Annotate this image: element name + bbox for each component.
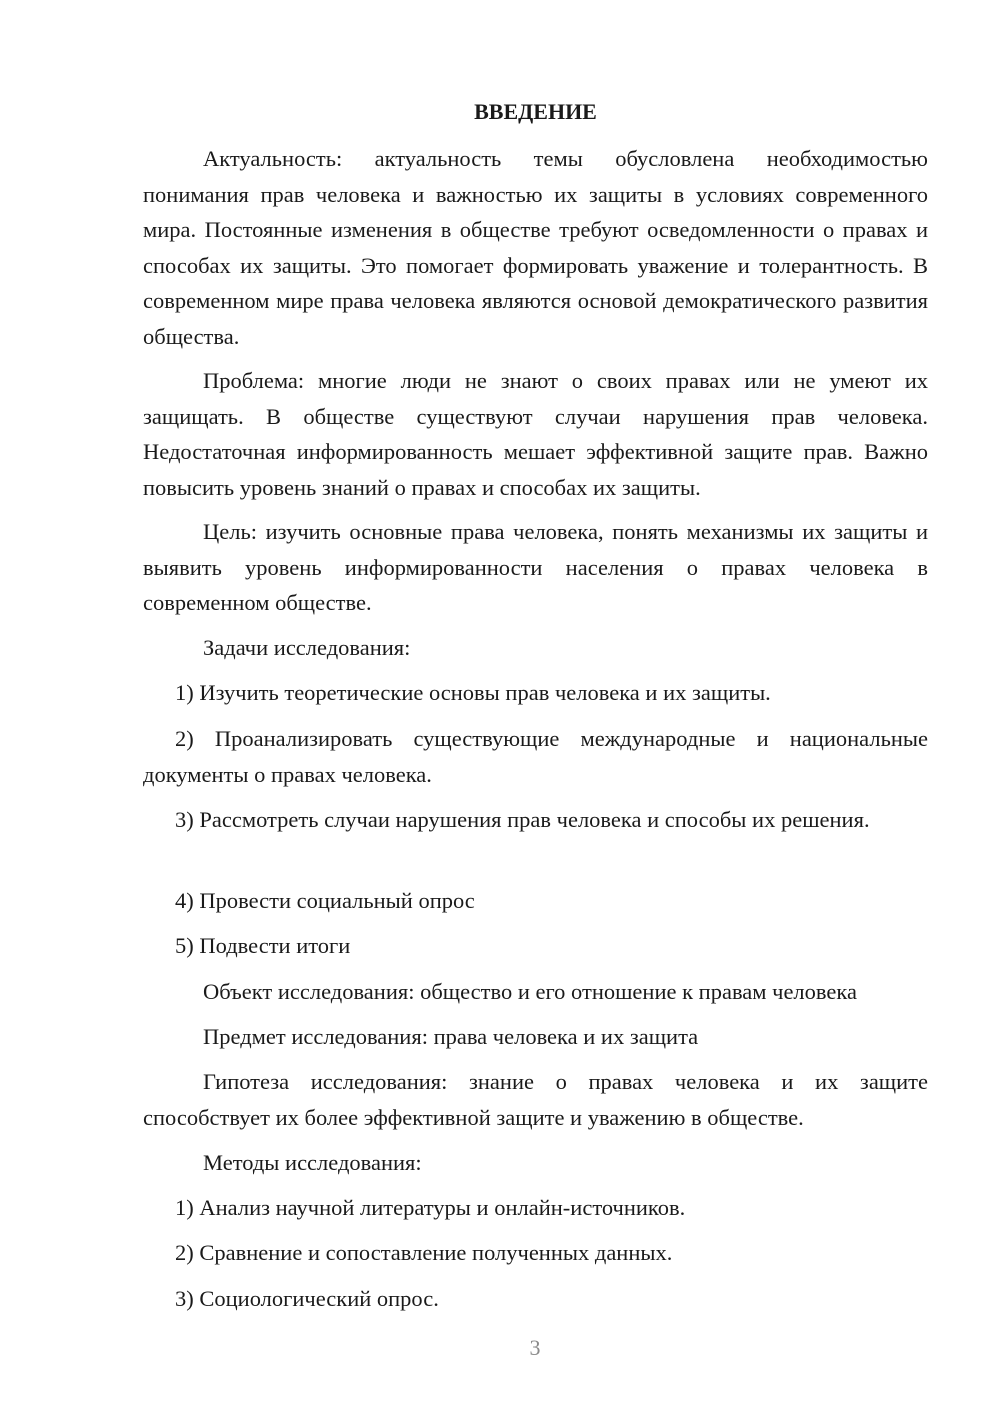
research-hypothesis: Гипотеза исследования: знание о правах человека и их защите способствует их более эффективной защите и уважению в обществе. bbox=[143, 1069, 928, 1130]
method-item-2: 2) Сравнение и сопоставление полученных данных. bbox=[175, 1240, 673, 1265]
task-item-1: 1) Изучить теоретические основы прав человека и их защиты. bbox=[175, 680, 771, 705]
relevance-paragraph: Актуальность: актуальность темы обусловлена необходимостью понимания прав человека и важностью их защиты в условиях современного мира. Постоянные изменения в обществе требуют осведомленности о правах и способах их защиты. Это помогает формировать уважение и толерантность. В современном мире права человека являются основой демократического развития общества. bbox=[143, 146, 928, 349]
methods-heading: Методы исследования: bbox=[203, 1150, 422, 1175]
problem-paragraph: Проблема: многие люди не знают о своих правах или не умеют их защищать. В обществе существуют случаи нарушения прав человека. Недостаточная информированность мешает эффективной защите прав. Важно повысить уровень знаний о правах и способах их защиты. bbox=[143, 368, 928, 500]
task-item-3: 3) Рассмотреть случаи нарушения прав человека и способы их решения. bbox=[175, 807, 870, 832]
page-heading: ВВЕДЕНИЕ bbox=[474, 99, 597, 124]
task-item-2: 2) Проанализировать существующие международные и национальные документы о правах человека. bbox=[143, 726, 928, 787]
tasks-heading: Задачи исследования: bbox=[203, 635, 411, 660]
research-subject: Предмет исследования: права человека и их защита bbox=[203, 1024, 699, 1049]
method-item-1: 1) Анализ научной литературы и онлайн-источников. bbox=[175, 1195, 686, 1220]
page-number: 3 bbox=[529, 1335, 541, 1360]
method-item-3: 3) Социологический опрос. bbox=[175, 1286, 439, 1311]
task-item-4: 4) Провести социальный опрос bbox=[175, 888, 475, 913]
research-object: Объект исследования: общество и его отношение к правам человека bbox=[203, 979, 857, 1004]
goal-paragraph: Цель: изучить основные права человека, понять механизмы их защиты и выявить уровень информированности населения о правах человека в современном обществе. bbox=[143, 519, 928, 615]
task-item-5: 5) Подвести итоги bbox=[175, 933, 351, 958]
